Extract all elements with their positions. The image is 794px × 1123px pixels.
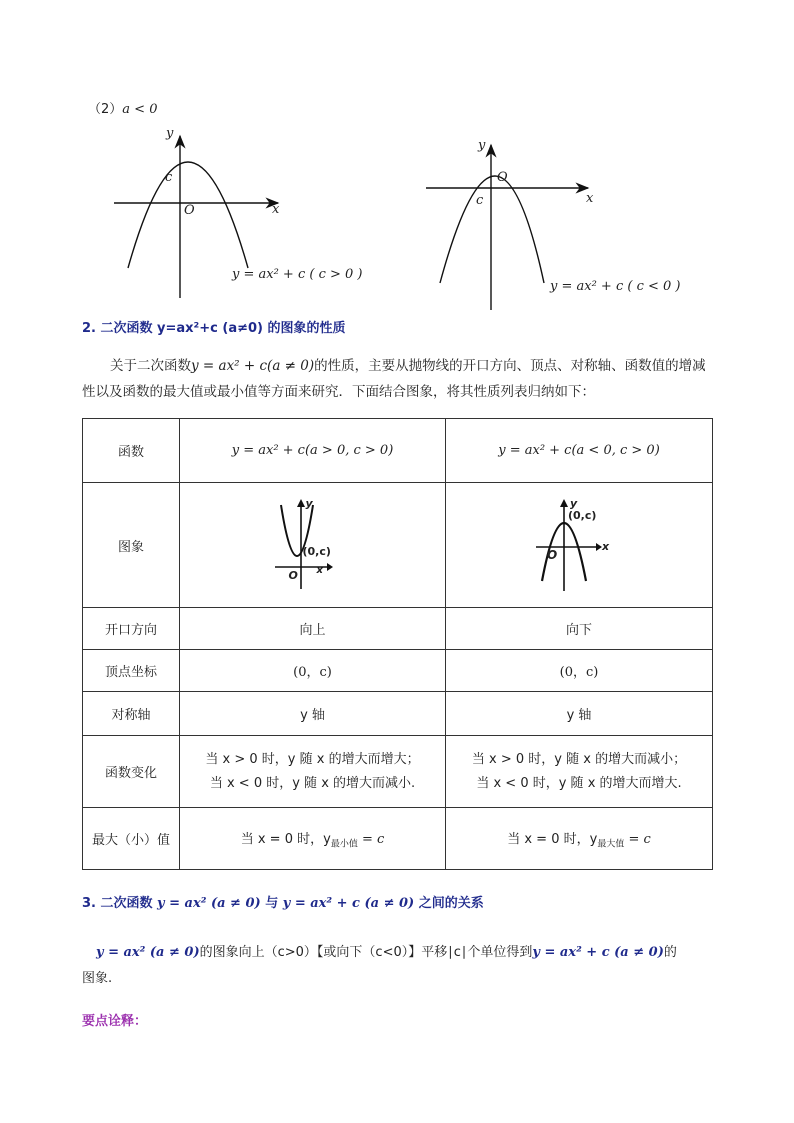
intro-paragraph: 关于二次函数y = ax² + c(a ≠ 0)的性质，主要从抛物线的开口方向、顶点、对称轴、函数值的增减 性以及函数的最大值或最小值等方面来研究．下面结合图象，将其性质列表归纳如下： (82, 358, 706, 400)
properties-table (82, 418, 713, 870)
section3-formula-1: y = ax² (a ≠ 0) (157, 896, 261, 911)
graph-c-positive (100, 120, 370, 310)
relation-formula-2: y = ax² + c (a ≠ 0) (532, 945, 664, 960)
cell-graph-downward (446, 483, 713, 608)
origin-label: O (184, 203, 195, 218)
cell-extreme-negative: 当 x = 0 时，$y_{最大值} = c$ (446, 808, 713, 870)
row-label: 对称轴 (83, 692, 180, 736)
row-label: 函数 (83, 419, 180, 483)
table-row-graph (83, 483, 713, 608)
table-row-change (83, 736, 713, 808)
intercept-label: c (165, 170, 173, 185)
cell-open-negative: 向下 (446, 608, 713, 650)
row-label: 最大（小）值 (83, 808, 180, 870)
row-label: 开口方向 (83, 608, 180, 650)
table-row-extreme (83, 808, 713, 870)
mini-graph-upward: y x O (0,c) (273, 497, 353, 593)
equation-label: y = ax² + c ( c < 0 ) (550, 279, 681, 294)
cell-function-negative: y = ax² + c(a < 0, c > 0) (446, 419, 713, 483)
origin-label: O (497, 170, 508, 185)
cell-function-positive: y = ax² + c(a > 0, c > 0) (180, 419, 446, 483)
table-row-vertex (83, 650, 713, 692)
cell-change-negative: 当 x > 0 时，y 随 x 的增大而减小； 当 x < 0 时，y 随 x 的增大而增大. (446, 736, 713, 808)
cell-vertex-negative: (0，c) (446, 650, 713, 692)
x-axis-label: x (586, 191, 594, 206)
cell-change-positive: 当 x > 0 时，y 随 x 的增大而增大； 当 x < 0 时，y 随 x 的增大而减小. (180, 736, 446, 808)
mini-graph-downward: y x O (0,c) (534, 497, 624, 593)
section3-heading: 3. 二次函数 y = ax² (a ≠ 0) 与 y = ax² + c (a ≠ 0) 之间的关系 (82, 896, 484, 911)
row-label: 顶点坐标 (83, 650, 180, 692)
intro-formula: y = ax² + c(a ≠ 0) (191, 358, 315, 374)
cell-graph-upward (180, 483, 446, 608)
cell-axis-positive: y 轴 (180, 692, 446, 736)
case-label-math: a < 0 (122, 102, 158, 117)
y-axis-label: y (478, 138, 486, 153)
y-axis-label: y (166, 126, 174, 141)
table-row-axis (83, 692, 713, 736)
case-label: （2）a < 0 (88, 102, 158, 117)
row-label: 图象 (83, 483, 180, 608)
equation-label: y = ax² + c ( c > 0 ) (232, 267, 363, 282)
vertex-label: (0,c) (568, 509, 597, 522)
key-points-heading: 要点诠释： (82, 1014, 148, 1029)
relation-paragraph: y = ax² (a ≠ 0)的图象向上（c>0）【或向下（c<0）】平移∣c∣个单位得到y = ax² + c (a ≠ 0)的 图象. (82, 945, 677, 986)
cell-vertex-positive: (0，c) (180, 650, 446, 692)
relation-formula-1: y = ax² (a ≠ 0) (96, 945, 200, 960)
table-row-function (83, 419, 713, 483)
section2-heading: 2. 二次函数 y=ax²+c (a≠0) 的图象的性质 (82, 321, 346, 336)
cell-open-positive: 向上 (180, 608, 446, 650)
section3-formula-2: y = ax² + c (a ≠ 0) (282, 896, 415, 911)
graph-c-negative (420, 135, 690, 315)
cell-axis-negative: y 轴 (446, 692, 713, 736)
row-label: 函数变化 (83, 736, 180, 808)
parabola (440, 176, 544, 283)
cell-extreme-positive: 当 x = 0 时，$y_{最小值} = c$ (180, 808, 446, 870)
intercept-label: c (476, 193, 484, 208)
x-axis-label: x (272, 202, 280, 217)
vertex-label: (0,c) (302, 545, 331, 558)
table-row-open (83, 608, 713, 650)
